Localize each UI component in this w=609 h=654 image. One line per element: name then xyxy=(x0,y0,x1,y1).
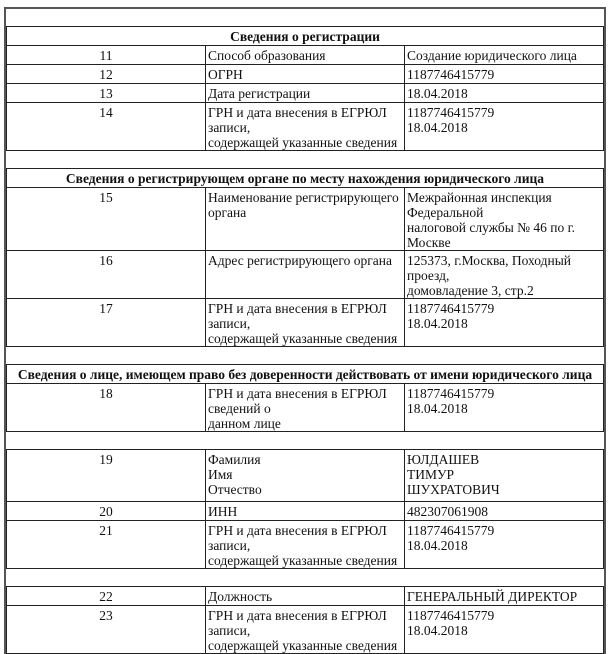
value-line: ЮЛДАШЕВ xyxy=(407,452,480,467)
table-row xyxy=(7,103,604,151)
label-line: ГРН и дата внесения в ЕГРЮЛ записи, xyxy=(208,608,387,638)
table-row xyxy=(7,384,604,432)
spacer-row xyxy=(7,9,604,27)
value-line: домовладение 3, стр.2 xyxy=(407,283,534,298)
value-line: 18.04.2018 xyxy=(407,316,468,331)
label-line: Должность xyxy=(208,589,273,604)
row-label xyxy=(206,84,405,103)
label-line: Отчество xyxy=(208,482,262,497)
label-line: Наименование регистрирующего органа xyxy=(208,190,399,220)
label-line: ИНН xyxy=(208,504,238,519)
table-row xyxy=(7,251,604,299)
row-value xyxy=(405,103,604,151)
value-line: ГЕНЕРАЛЬНЫЙ ДИРЕКТОР xyxy=(407,589,578,604)
label-line: содержащей указанные сведения xyxy=(208,553,398,568)
row-number: 16 xyxy=(7,251,206,299)
row-number: 22 xyxy=(7,587,206,606)
table-row xyxy=(7,299,604,347)
label-line: Адрес регистрирующего органа xyxy=(208,253,392,268)
row-number: 19 xyxy=(7,450,206,502)
row-value xyxy=(405,502,604,521)
table-row xyxy=(7,65,604,84)
table-row xyxy=(7,587,604,606)
row-label xyxy=(206,65,405,84)
value-line: 1187746415779 xyxy=(407,608,495,623)
row-value xyxy=(405,65,604,84)
value-line: 1187746415779 xyxy=(407,67,495,82)
label-line: данном лице xyxy=(208,416,281,431)
table-row xyxy=(7,188,604,251)
row-label xyxy=(206,46,405,65)
label-line: Фамилия xyxy=(208,452,261,467)
label-line: ГРН и дата внесения в ЕГРЮЛ сведений о xyxy=(208,386,387,416)
row-label xyxy=(206,188,405,251)
row-number: 20 xyxy=(7,502,206,521)
spacer-row xyxy=(7,432,604,450)
value-line: 18.04.2018 xyxy=(407,120,468,135)
section-title: Сведения о регистрации xyxy=(7,27,604,46)
table-row xyxy=(7,521,604,569)
section-header xyxy=(7,169,604,188)
label-line: Дата регистрации xyxy=(208,86,311,101)
value-line: 18.04.2018 xyxy=(407,86,468,101)
row-value xyxy=(405,587,604,606)
row-value xyxy=(405,299,604,347)
value-line: 1187746415779 xyxy=(407,386,495,401)
row-label xyxy=(206,521,405,569)
label-line: содержащей указанные сведения xyxy=(208,638,398,653)
egrul-extract xyxy=(4,7,606,654)
table-row xyxy=(7,84,604,103)
row-number: 18 xyxy=(7,384,206,432)
row-label xyxy=(206,251,405,299)
value-line: 18.04.2018 xyxy=(407,623,468,638)
value-line: 18.04.2018 xyxy=(407,538,468,553)
row-value xyxy=(405,450,604,502)
row-number: 14 xyxy=(7,103,206,151)
row-value xyxy=(405,46,604,65)
table-row xyxy=(7,606,604,654)
label-line: ОГРН xyxy=(208,67,243,82)
label-line: Способ образования xyxy=(208,48,326,63)
row-value xyxy=(405,251,604,299)
row-label xyxy=(206,299,405,347)
row-label xyxy=(206,587,405,606)
label-line: ГРН и дата внесения в ЕГРЮЛ записи, xyxy=(208,301,387,331)
row-number: 13 xyxy=(7,84,206,103)
label-line: содержащей указанные сведения xyxy=(208,135,398,150)
section-title: Сведения о лице, имеющем право без доверенности действовать от имени юридического лица xyxy=(7,365,604,384)
value-line: 1187746415779 xyxy=(407,523,495,538)
row-number: 15 xyxy=(7,188,206,251)
label-line: ГРН и дата внесения в ЕГРЮЛ записи, xyxy=(208,523,387,553)
value-line: 482307061908 xyxy=(407,504,488,519)
table-row xyxy=(7,450,604,502)
table-row xyxy=(7,46,604,65)
row-label xyxy=(206,606,405,654)
section-header xyxy=(7,27,604,46)
row-number: 21 xyxy=(7,521,206,569)
row-number: 12 xyxy=(7,65,206,84)
row-number: 17 xyxy=(7,299,206,347)
value-line: 125373, г.Москва, Походный проезд, xyxy=(407,253,572,283)
row-value xyxy=(405,606,604,654)
label-line: ГРН и дата внесения в ЕГРЮЛ записи, xyxy=(208,105,387,135)
row-number: 11 xyxy=(7,46,206,65)
row-number: 23 xyxy=(7,606,206,654)
spacer-row xyxy=(7,347,604,365)
value-line: 1187746415779 xyxy=(407,301,495,316)
table-row xyxy=(7,502,604,521)
value-line: налоговой службы № 46 по г. Москве xyxy=(407,220,576,250)
row-value xyxy=(405,521,604,569)
section-header xyxy=(7,365,604,384)
row-label xyxy=(206,450,405,502)
row-value xyxy=(405,384,604,432)
row-value xyxy=(405,84,604,103)
section-title: Сведения о регистрирующем органе по месту нахождения юридического лица xyxy=(7,169,604,188)
label-line: содержащей указанные сведения xyxy=(208,331,398,346)
spacer-row xyxy=(7,569,604,587)
label-line: Имя xyxy=(208,467,233,482)
row-label xyxy=(206,103,405,151)
value-line: ШУХРАТОВИЧ xyxy=(407,482,500,497)
value-line: ТИМУР xyxy=(407,467,455,482)
spacer-row xyxy=(7,151,604,169)
value-line: 1187746415779 xyxy=(407,105,495,120)
value-line: 18.04.2018 xyxy=(407,401,468,416)
row-value xyxy=(405,188,604,251)
value-line: Межрайонная инспекция Федеральной xyxy=(407,190,552,220)
value-line: Создание юридического лица xyxy=(407,48,577,63)
egrul-table xyxy=(6,9,604,654)
row-label xyxy=(206,502,405,521)
row-label xyxy=(206,384,405,432)
